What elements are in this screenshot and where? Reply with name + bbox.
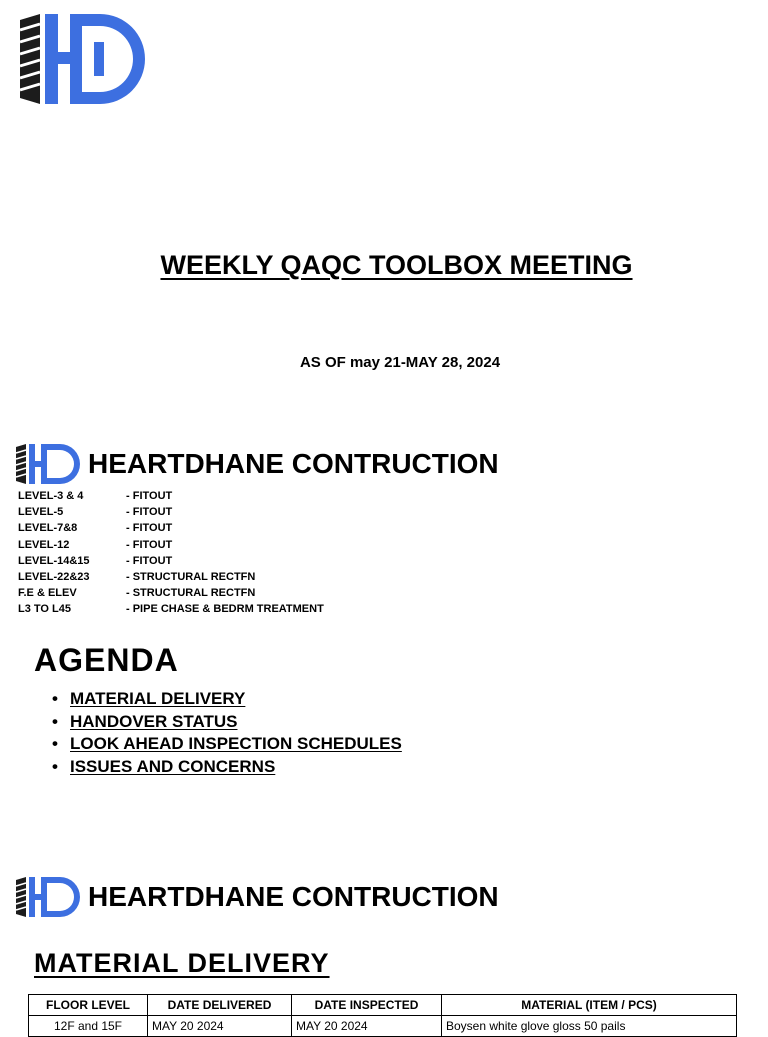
level-label: LEVEL-14&15 <box>18 554 90 567</box>
level-activity: - FITOUT <box>126 490 173 502</box>
company-name: HEARTDHANE CONTRUCTION <box>88 881 499 912</box>
agenda-item <box>52 688 402 711</box>
level-label: LEVEL-5 <box>18 506 64 519</box>
agenda-list <box>52 688 402 778</box>
level-label: LEVEL-22&23 <box>18 571 90 584</box>
level-label: L3 TO L45 <box>18 603 71 616</box>
level-row <box>18 569 324 585</box>
column-header: FLOOR LEVEL <box>29 995 148 1016</box>
level-label: LEVEL-3 & 4 <box>18 490 84 502</box>
level-activity: - FITOUT <box>126 538 173 551</box>
level-activity-list <box>18 488 324 618</box>
level-activity: - STRUCTURAL RECTFN <box>126 571 256 584</box>
level-row <box>18 585 324 601</box>
level-row <box>18 520 324 536</box>
table-cell: Boysen white glove gloss 50 pails <box>442 1016 737 1037</box>
company-header <box>14 443 499 485</box>
agenda-item-label[interactable]: ISSUES AND CONCERNS <box>70 756 276 776</box>
level-row <box>18 553 324 569</box>
level-row <box>18 537 324 553</box>
agenda-item-label[interactable]: HANDOVER STATUS <box>70 711 238 731</box>
company-logo <box>18 12 152 106</box>
bullet: • <box>52 689 58 708</box>
agenda-item <box>52 756 402 779</box>
agenda-item <box>52 711 402 734</box>
table-cell: 12F and 15F <box>29 1016 148 1037</box>
bullet: • <box>52 734 58 754</box>
level-label: F.E & ELEV <box>18 587 77 600</box>
document-title: WEEKLY QAQC TOOLBOX MEETING <box>160 250 633 280</box>
level-activity: - PIPE CHASE & BEDRM TREATMENT <box>126 603 324 616</box>
agenda-heading: AGENDA <box>34 642 179 678</box>
agenda-item <box>52 733 402 756</box>
level-label: LEVEL-12 <box>18 538 70 551</box>
bullet: • <box>52 711 58 731</box>
agenda-item-label[interactable]: LOOK AHEAD INSPECTION SCHEDULES <box>70 734 402 754</box>
company-logo-small <box>14 876 90 918</box>
level-row <box>18 488 324 504</box>
date-range-subtitle: AS OF may 21-MAY 28, 2024 <box>299 354 501 371</box>
table-row <box>29 1016 737 1037</box>
company-name: HEARTDHANE CONTRUCTION <box>88 448 499 479</box>
table-header-row <box>29 995 737 1016</box>
bullet: • <box>52 756 58 776</box>
level-row <box>18 504 324 520</box>
material-delivery-table <box>28 994 736 1037</box>
company-logo-small <box>14 443 90 485</box>
level-activity: - STRUCTURAL RECTFN <box>126 587 256 600</box>
column-header: DATE DELIVERED <box>148 995 292 1016</box>
level-row <box>18 601 324 617</box>
company-header <box>14 876 499 918</box>
column-header: DATE INSPECTED <box>292 995 442 1016</box>
table-cell: MAY 20 2024 <box>148 1016 292 1037</box>
column-header: MATERIAL (ITEM / PCS) <box>442 995 737 1016</box>
table-cell: MAY 20 2024 <box>292 1016 442 1037</box>
level-activity: - FITOUT <box>126 506 173 519</box>
agenda-item-label[interactable]: MATERIAL DELIVERY <box>70 689 246 708</box>
level-label: LEVEL-7&8 <box>18 522 78 535</box>
material-delivery-heading: MATERIAL DELIVERY <box>34 948 330 978</box>
level-activity: - FITOUT <box>126 554 173 567</box>
level-activity: - FITOUT <box>126 522 173 535</box>
